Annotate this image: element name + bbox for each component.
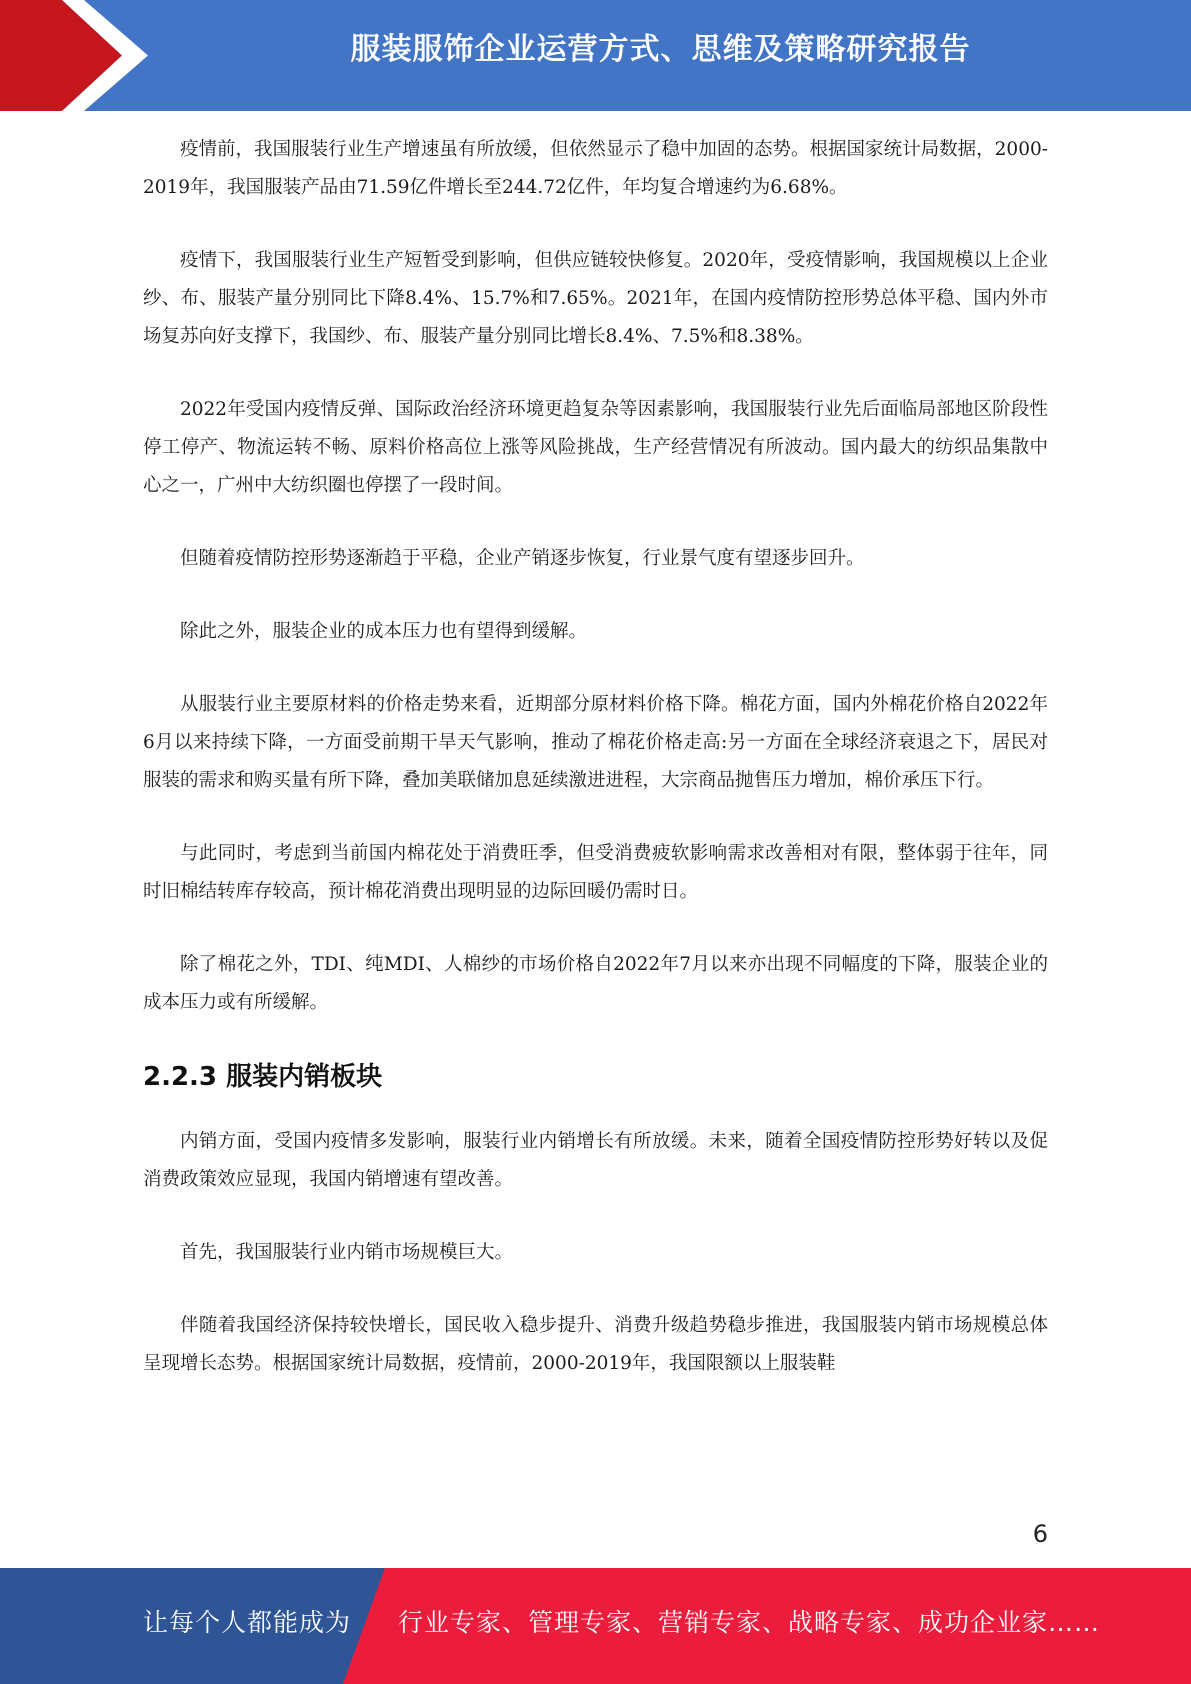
paragraph: 首先，我国服装行业内销市场规模巨大。: [180, 1242, 514, 1263]
paragraph: 内销方面，受国内疫情多发影响，服装行业内销增长有所放缓。未来，随着全国疫情防控形势好转以及促消费政策效应显现，我国内销增速有望改善。: [143, 1131, 1048, 1190]
paragraph: 但随着疫情防控形势逐渐趋于平稳，企业产销逐步恢复，行业景气度有望逐步回升。: [180, 548, 865, 569]
paragraph: 伴随着我国经济保持较快增长，国民收入稳步提升、消费升级趋势稳步推进，我国服装内销市场规模总体呈现增长态势。根据国家统计局数据，疫情前，2000-2019年，我国限额以上服装鞋: [143, 1315, 1048, 1374]
document-body: [143, 131, 1048, 1418]
paragraph: 与此同时，考虑到当前国内棉花处于消费旺季，但受消费疲软影响需求改善相对有限，整体弱于往年，同时旧棉结转库存较高，预计棉花消费出现明显的边际回暖仍需时日。: [143, 843, 1048, 902]
paragraph: 疫情下，我国服装行业生产短暂受到影响，但供应链较快修复。2020年，受疫情影响，我国规模以上企业纱、布、服装产量分别同比下降8.4%、15.7%和7.65%。2021年，在国内疫情防控形势总体平稳、国内外市场复苏向好支撑下，我国纱、布、服装产量分别同比增长8.4%、7.5%和8.38%。: [143, 250, 1048, 347]
header-chevron-graphic: [0, 0, 160, 111]
paragraph: 2022年受国内疫情反弹、国际政治经济环境更趋复杂等因素影响，我国服装行业先后面临局部地区阶段性停工停产、物流运转不畅、原料价格高位上涨等风险挑战，生产经营情况有所波动。国内最大的纺织品集散中心之一，广州中大纺织圈也停摆了一段时间。: [143, 399, 1048, 496]
paragraph: 除此之外，服装企业的成本压力也有望得到缓解。: [180, 621, 588, 642]
section-heading: 2.2.3 服装内销板块: [143, 1062, 383, 1092]
page-number: 6: [1032, 1520, 1048, 1548]
paragraph: 疫情前，我国服装行业生产增速虽有所放缓，但依然显示了稳中加固的态势。根据国家统计局数据，2000-2019年，我国服装产品由71.59亿件增长至244.72亿件，年均复合增速约为6.68%。: [143, 139, 1048, 198]
paragraph: 除了棉花之外，TDI、纯MDI、人棉纱的市场价格自2022年7月以来亦出现不同幅度的下降，服装企业的成本压力或有所缓解。: [143, 954, 1048, 1013]
footer-slogan-left: 让每个人都能成为: [143, 1608, 352, 1637]
page-header: [0, 0, 1191, 111]
footer-slogan-right: 行业专家、管理专家、营销专家、战略专家、成功企业家……: [398, 1608, 1101, 1637]
paragraph: 从服装行业主要原材料的价格走势来看，近期部分原材料价格下降。棉花方面，国内外棉花价格自2022年6月以来持续下降，一方面受前期干旱天气影响，推动了棉花价格走高:另一方面在全球经济衰退之下，居民对服装的需求和购买量有所下降，叠加美联储加息延续激进进程，大宗商品抛售压力增加，棉价承压下行。: [143, 694, 1048, 791]
page-footer: [0, 1568, 1191, 1684]
report-title: 服装服饰企业运营方式、思维及策略研究报告: [350, 32, 971, 67]
